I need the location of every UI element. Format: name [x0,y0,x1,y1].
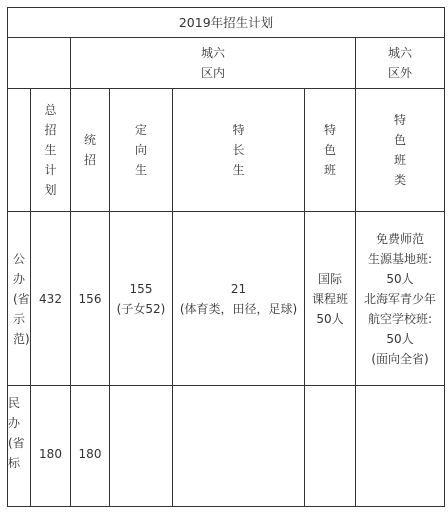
table-row [8,386,445,507]
row-special-class-out [356,386,445,507]
blank-header-cell [8,38,71,89]
directed-header: 定向生 [110,89,173,212]
out-district-header [356,38,445,89]
row-unified: 156 [71,212,110,386]
table-title: 2019年招生计划 [8,8,445,38]
row-total-plan: 432 [31,212,71,386]
in-district-line-1: 城六 [200,46,225,60]
in-district-header [71,38,356,89]
out-district-line-2: 区外 [388,66,413,80]
row-category: 民办(省标 [8,386,31,507]
total-plan-header: 总招生计划 [31,89,71,212]
row-special-class: 国际 课程班 50人 [305,212,356,386]
special-class-header: 特色班 [305,89,356,212]
blank-corner-cell [8,89,31,212]
row-specialty [173,386,305,507]
row-special-class [305,386,356,507]
unified-header: 统招 [71,89,110,212]
specialty-header: 特长生 [173,89,305,212]
table-row [8,212,445,386]
row-directed: 155 (子女52) [110,212,173,386]
row-specialty: 21 (体育类，田径，足球) [173,212,305,386]
enrollment-plan-table [7,7,445,507]
row-directed [110,386,173,507]
out-district-line-1: 城六 [388,46,413,60]
row-total-plan: 180 [31,386,71,507]
row-unified: 180 [71,386,110,507]
row-special-class-out: 免费师范 生源基地班: 50人 北海军青少年 航空学校班: 50人 (面向全省) [356,212,445,386]
row-category: 公办(省示范) [8,212,31,386]
special-class-out-header: 特色班类 [356,89,445,212]
in-district-line-2: 区内 [200,66,225,80]
